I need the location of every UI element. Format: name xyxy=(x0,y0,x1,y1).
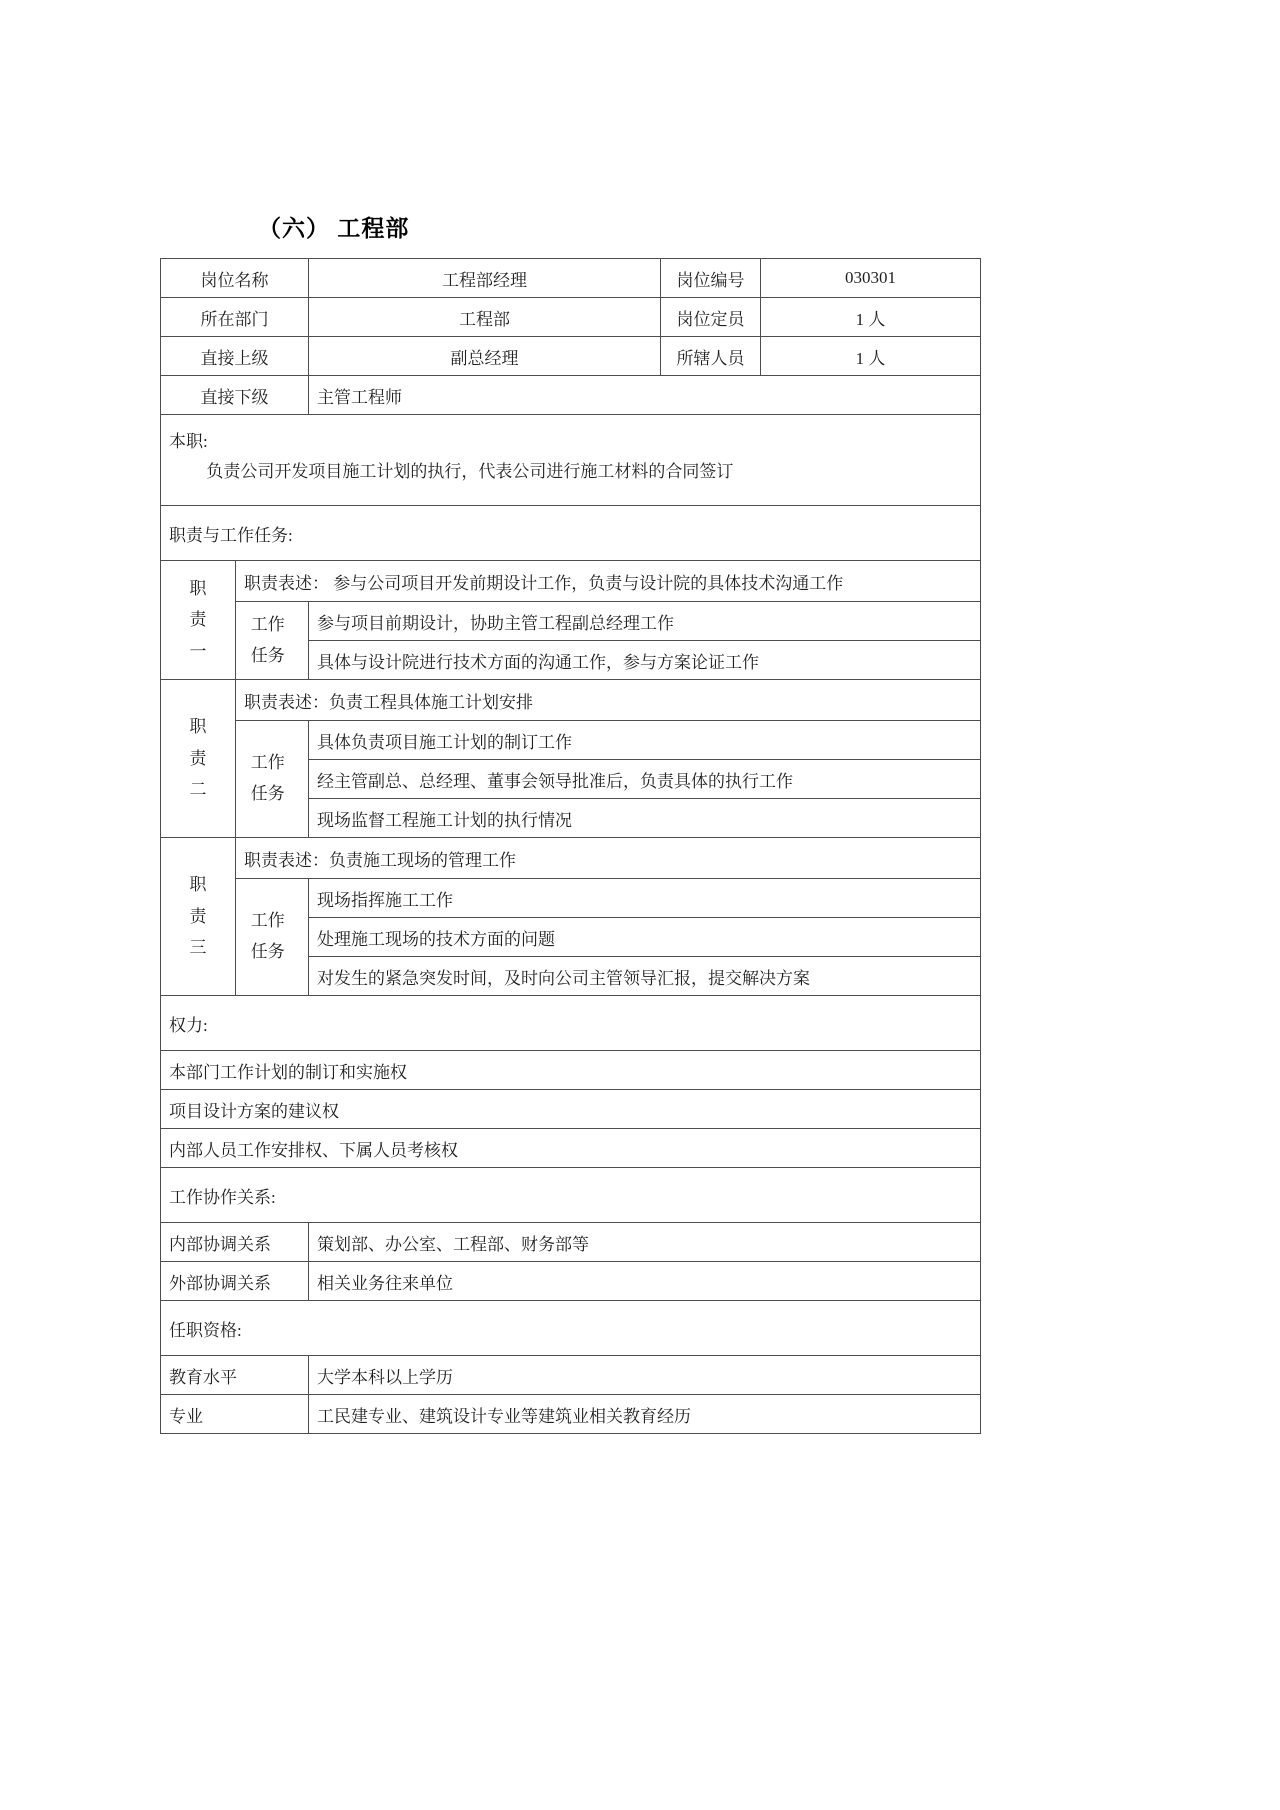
duty-statement: 职责表述：负责工程具体施工计划安排 xyxy=(236,680,981,721)
duty-task-label xyxy=(236,602,309,680)
table-row xyxy=(161,376,981,415)
cell-value: 030301 xyxy=(761,259,981,298)
table-row xyxy=(161,680,981,721)
table-row xyxy=(161,1262,981,1301)
power-item: 内部人员工作安排权、下属人员考核权 xyxy=(161,1129,981,1168)
cell-label: 岗位定员 xyxy=(661,298,761,337)
coop-label: 外部协调关系 xyxy=(161,1262,309,1301)
table-row xyxy=(161,1301,981,1356)
duty-task: 具体与设计院进行技术方面的沟通工作，参与方案论证工作 xyxy=(309,641,981,680)
table-row xyxy=(161,298,981,337)
table-row xyxy=(161,1223,981,1262)
job-summary-label: 本职: xyxy=(169,432,208,451)
table-row xyxy=(161,561,981,602)
duty-name xyxy=(161,561,236,680)
table-row xyxy=(161,602,981,641)
cell-label: 所在部门 xyxy=(161,298,309,337)
duty-task: 现场监督工程施工计划的执行情况 xyxy=(309,799,981,838)
table-row xyxy=(161,879,981,918)
duty-task-label-text: 工作任务 xyxy=(250,753,285,803)
cell-label: 岗位编号 xyxy=(661,259,761,298)
table-row xyxy=(161,721,981,760)
power-item: 本部门工作计划的制订和实施权 xyxy=(161,1051,981,1090)
cell-value: 副总经理 xyxy=(309,337,661,376)
duty-task: 具体负责项目施工计划的制订工作 xyxy=(309,721,981,760)
table-row xyxy=(161,337,981,376)
table-row xyxy=(161,838,981,879)
cell-value: 1 人 xyxy=(761,337,981,376)
cell-label: 岗位名称 xyxy=(161,259,309,298)
cell-value: 1 人 xyxy=(761,298,981,337)
cell-label: 所辖人员 xyxy=(661,337,761,376)
power-item: 项目设计方案的建议权 xyxy=(161,1090,981,1129)
table-row xyxy=(161,1090,981,1129)
job-summary-cell xyxy=(161,415,981,506)
table-row xyxy=(161,506,981,561)
table-row xyxy=(161,1356,981,1395)
table-row xyxy=(161,1129,981,1168)
section-qual-header: 任职资格: xyxy=(161,1301,981,1356)
duty-task: 处理施工现场的技术方面的问题 xyxy=(309,918,981,957)
cell-label: 直接上级 xyxy=(161,337,309,376)
table-row xyxy=(161,1395,981,1434)
duty-task: 经主管副总、总经理、董事会领导批准后，负责具体的执行工作 xyxy=(309,760,981,799)
cell-value: 工程部 xyxy=(309,298,661,337)
section-duties-header: 职责与工作任务: xyxy=(161,506,981,561)
job-summary-text: 负责公司开发项目施工计划的执行，代表公司进行施工材料的合同签订 xyxy=(206,461,734,481)
section-coop-header: 工作协作关系: xyxy=(161,1168,981,1223)
coop-value: 相关业务往来单位 xyxy=(309,1262,981,1301)
cell-value: 主管工程师 xyxy=(309,376,981,415)
duty-task: 对发生的紧急突发时间，及时向公司主管领导汇报，提交解决方案 xyxy=(309,957,981,996)
table-row xyxy=(161,415,981,506)
duty-name-text: 职责二 xyxy=(189,717,207,800)
duty-task: 现场指挥施工工作 xyxy=(309,879,981,918)
coop-label: 内部协调关系 xyxy=(161,1223,309,1262)
cell-value: 工程部经理 xyxy=(309,259,661,298)
table-row xyxy=(161,1168,981,1223)
table-row xyxy=(161,996,981,1051)
qual-value: 工民建专业、建筑设计专业等建筑业相关教育经历 xyxy=(309,1395,981,1434)
duty-task-label-text: 工作任务 xyxy=(250,911,285,961)
qual-label: 教育水平 xyxy=(161,1356,309,1395)
duty-name-text: 职责三 xyxy=(189,875,207,958)
table-row xyxy=(161,1051,981,1090)
duty-name xyxy=(161,680,236,838)
duty-statement: 职责表述： 参与公司项目开发前期设计工作，负责与设计院的具体技术沟通工作 xyxy=(236,561,981,602)
table-row xyxy=(161,259,981,298)
duty-task-label xyxy=(236,721,309,838)
duty-task-label-text: 工作任务 xyxy=(250,614,285,665)
job-description-table xyxy=(160,258,981,1434)
qual-value: 大学本科以上学历 xyxy=(309,1356,981,1395)
duty-name-text: 职责一 xyxy=(189,578,207,661)
coop-value: 策划部、办公室、工程部、财务部等 xyxy=(309,1223,981,1262)
section-power-header: 权力: xyxy=(161,996,981,1051)
duty-task-label xyxy=(236,879,309,996)
qual-label: 专业 xyxy=(161,1395,309,1434)
duty-task: 参与项目前期设计，协助主管工程副总经理工作 xyxy=(309,602,981,641)
cell-label: 直接下级 xyxy=(161,376,309,415)
page-title: （六） 工程部 xyxy=(258,215,410,241)
duty-statement: 职责表述：负责施工现场的管理工作 xyxy=(236,838,981,879)
duty-name xyxy=(161,838,236,996)
